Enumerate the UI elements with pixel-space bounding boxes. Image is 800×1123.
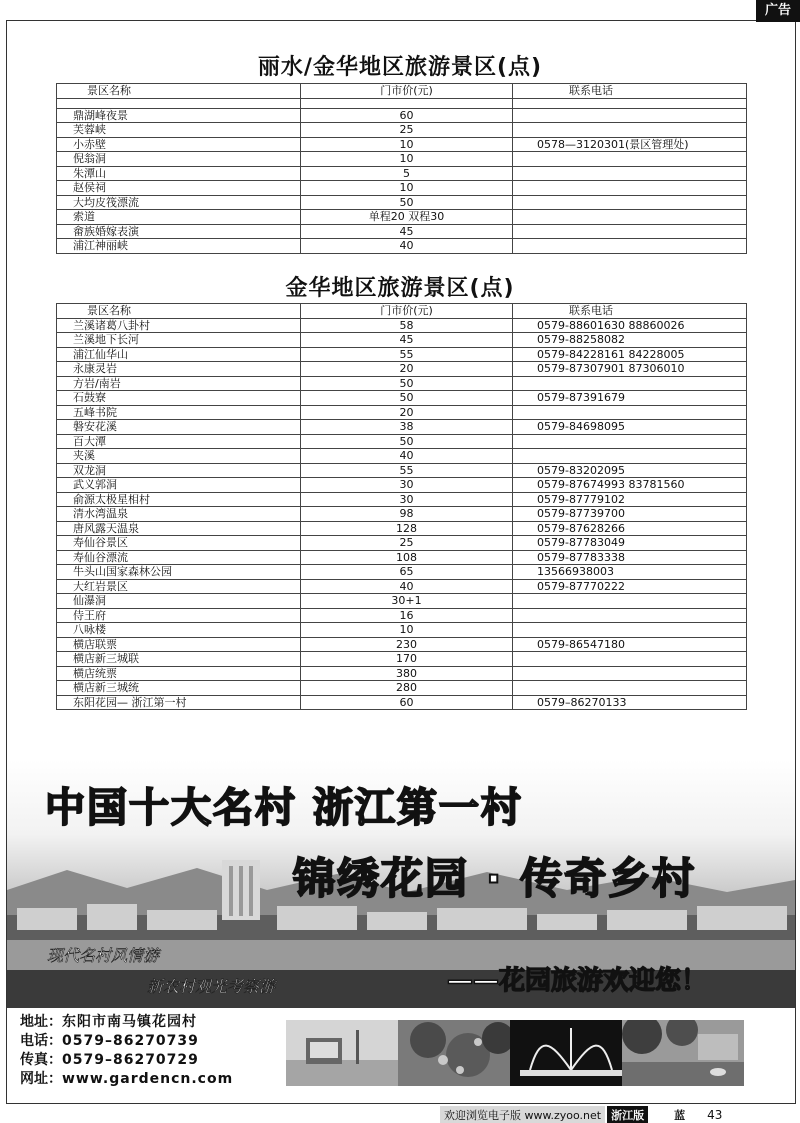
scenic-name: 寿仙谷漂流 — [57, 550, 301, 565]
table-row — [57, 652, 747, 667]
scenic-name: 夹溪 — [57, 449, 301, 464]
table-row — [57, 608, 747, 623]
banner-slogan-top: 中国十大名村 浙江第一村 — [45, 785, 523, 831]
scenic-table-jinhua — [56, 303, 747, 710]
address-label: 地址： — [20, 1014, 62, 1030]
contact-phone: 0579-87391679 — [513, 391, 747, 406]
contact-phone — [513, 166, 747, 181]
table-row — [57, 623, 747, 638]
table-row — [57, 550, 747, 565]
contact-phone: 0579-88258082 — [513, 333, 747, 348]
scenic-name: 鼎湖峰夜景 — [57, 108, 301, 123]
table-row — [57, 239, 747, 254]
fax-row — [20, 1051, 233, 1070]
scenic-name: 石鼓寮 — [57, 391, 301, 406]
ticket-price: 5 — [301, 166, 513, 181]
ticket-price: 55 — [301, 347, 513, 362]
contact-phone — [513, 195, 747, 210]
contact-phone — [513, 434, 747, 449]
contact-phone: 0579-84698095 — [513, 420, 747, 435]
banner-handwritten-1: 现代名村风情游 — [47, 946, 160, 965]
ticket-price: 230 — [301, 637, 513, 652]
header-phone: 联系电话 — [513, 84, 747, 99]
ticket-price: 45 — [301, 224, 513, 239]
ticket-price: 38 — [301, 420, 513, 435]
fax-value: 0579–86270729 — [62, 1052, 199, 1068]
scenic-name: 方岩/南岩 — [57, 376, 301, 391]
contact-phone — [513, 681, 747, 696]
table-row — [57, 318, 747, 333]
table-row — [57, 594, 747, 609]
table-row — [57, 166, 747, 181]
contact-phone — [513, 376, 747, 391]
table-row — [57, 478, 747, 493]
ticket-price: 40 — [301, 449, 513, 464]
photo-night-fountain — [510, 1020, 632, 1086]
contact-phone — [513, 608, 747, 623]
ticket-price: 170 — [301, 652, 513, 667]
scenic-name: 大均皮筏漂流 — [57, 195, 301, 210]
footer-edition: 浙江版 — [607, 1106, 648, 1123]
website-link[interactable]: www.gardencn.com — [62, 1071, 234, 1087]
ticket-price: 55 — [301, 463, 513, 478]
table-row — [57, 152, 747, 167]
table-row — [57, 195, 747, 210]
contact-phone — [513, 623, 747, 638]
ticket-price: 58 — [301, 318, 513, 333]
spacer-cell — [513, 98, 747, 108]
banner-slogan-main: 锦绣花园 · 传奇乡村 — [293, 854, 697, 903]
ad-tag: 广告 — [756, 0, 800, 22]
banner-handwritten-2: 新农村观光考察游 — [147, 977, 276, 996]
page-footer — [440, 1107, 722, 1123]
ticket-price: 单程20 双程30 — [301, 210, 513, 225]
table-row — [57, 666, 747, 681]
ticket-price: 10 — [301, 137, 513, 152]
website-label: 网址： — [20, 1071, 62, 1087]
scenic-name: 浦江神丽峡 — [57, 239, 301, 254]
banner-welcome: ——花园旅游欢迎您！ — [447, 966, 708, 996]
header-price: 门市价(元) — [301, 84, 513, 99]
scenic-name: 索道 — [57, 210, 301, 225]
table-row — [57, 579, 747, 594]
scenic-name: 百大潭 — [57, 434, 301, 449]
table-row — [57, 347, 747, 362]
ticket-price: 20 — [301, 362, 513, 377]
contact-phone: 0579-87739700 — [513, 507, 747, 522]
phone-label: 电话： — [20, 1033, 62, 1049]
scenic-name: 横店新三城统 — [57, 681, 301, 696]
ticket-price: 50 — [301, 391, 513, 406]
table-row — [57, 391, 747, 406]
scenic-name: 畲族婚嫁表演 — [57, 224, 301, 239]
photo-monument — [286, 1020, 408, 1086]
photo-lake-garden — [622, 1020, 744, 1086]
ticket-price: 30 — [301, 478, 513, 493]
contact-phone: 0579-87779102 — [513, 492, 747, 507]
contact-phone — [513, 108, 747, 123]
table-row — [57, 463, 747, 478]
table-row — [57, 637, 747, 652]
table-row — [57, 420, 747, 435]
page-number: 43 — [707, 1108, 723, 1122]
table-row — [57, 333, 747, 348]
scenic-table-lishui-jinhua — [56, 83, 747, 254]
phone-row — [20, 1032, 233, 1051]
contact-phone: 0579-87770222 — [513, 579, 747, 594]
contact-block — [20, 1013, 233, 1089]
ticket-price: 128 — [301, 521, 513, 536]
table-row — [57, 565, 747, 580]
contact-phone — [513, 594, 747, 609]
ticket-price: 10 — [301, 181, 513, 196]
header-phone: 联系电话 — [513, 304, 747, 319]
scenic-name: 双龙洞 — [57, 463, 301, 478]
scenic-name: 仙瀑洞 — [57, 594, 301, 609]
ticket-price: 30 — [301, 492, 513, 507]
footer-website-text: 欢迎浏览电子版 www.zyoo.net — [440, 1106, 605, 1123]
website-row — [20, 1070, 233, 1089]
ticket-price: 30+1 — [301, 594, 513, 609]
section1-title: 丽水/金华地区旅游景区(点) — [257, 55, 543, 80]
contact-phone — [513, 181, 747, 196]
table-row — [57, 108, 747, 123]
ticket-price: 10 — [301, 152, 513, 167]
table-row — [57, 210, 747, 225]
section2-title: 金华地区旅游景区(点) — [285, 276, 515, 301]
ticket-price: 10 — [301, 623, 513, 638]
scenic-name: 俞源太极星相村 — [57, 492, 301, 507]
scenic-name: 横店统票 — [57, 666, 301, 681]
scenic-name: 唐风露天温泉 — [57, 521, 301, 536]
ticket-price: 108 — [301, 550, 513, 565]
contact-phone — [513, 210, 747, 225]
spacer-cell — [301, 98, 513, 108]
ticket-price: 45 — [301, 333, 513, 348]
scenic-name: 八咏楼 — [57, 623, 301, 638]
table-row — [57, 681, 747, 696]
ticket-price: 50 — [301, 376, 513, 391]
ticket-price: 25 — [301, 536, 513, 551]
ticket-price: 280 — [301, 681, 513, 696]
village-banner — [7, 760, 795, 1008]
contact-phone — [513, 405, 747, 420]
scenic-name: 小赤壁 — [57, 137, 301, 152]
scenic-name: 兰溪诸葛八卦村 — [57, 318, 301, 333]
contact-phone — [513, 123, 747, 138]
table-row — [57, 507, 747, 522]
table-row — [57, 137, 747, 152]
table-row — [57, 536, 747, 551]
scenic-name: 横店联票 — [57, 637, 301, 652]
contact-phone: 0579–86270133 — [513, 695, 747, 710]
table-row — [57, 449, 747, 464]
scenic-name: 芙蓉峡 — [57, 123, 301, 138]
contact-phone: 0579-87783338 — [513, 550, 747, 565]
contact-phone: 13566938003 — [513, 565, 747, 580]
table-row — [57, 376, 747, 391]
table-row — [57, 434, 747, 449]
ticket-price: 40 — [301, 579, 513, 594]
phone-value: 0579–86270739 — [62, 1033, 199, 1049]
ticket-price: 65 — [301, 565, 513, 580]
table-row — [57, 695, 747, 710]
ticket-price: 50 — [301, 434, 513, 449]
contact-phone — [513, 224, 747, 239]
contact-phone: 0579-86547180 — [513, 637, 747, 652]
table-spacer-row — [57, 98, 747, 108]
contact-phone: 0579-87628266 — [513, 521, 747, 536]
scenic-name: 牛头山国家森林公园 — [57, 565, 301, 580]
contact-phone: 0579-84228161 84228005 — [513, 347, 747, 362]
table-row — [57, 492, 747, 507]
table-header-row — [57, 84, 747, 99]
scenic-name: 清水湾温泉 — [57, 507, 301, 522]
header-name: 景区名称 — [57, 304, 301, 319]
contact-phone — [513, 666, 747, 681]
ticket-price: 20 — [301, 405, 513, 420]
scenic-name: 武义郭洞 — [57, 478, 301, 493]
table-row — [57, 521, 747, 536]
ticket-price: 380 — [301, 666, 513, 681]
spacer-cell — [57, 98, 301, 108]
ticket-price: 98 — [301, 507, 513, 522]
scenic-name: 寿仙谷景区 — [57, 536, 301, 551]
contact-phone: 0579-83202095 — [513, 463, 747, 478]
contact-phone — [513, 449, 747, 464]
table-row — [57, 362, 747, 377]
photo-fruit-tree — [398, 1020, 520, 1086]
header-name: 景区名称 — [57, 84, 301, 99]
contact-phone: 0579-87307901 87306010 — [513, 362, 747, 377]
scenic-name: 五峰书院 — [57, 405, 301, 420]
scenic-name: 朱潭山 — [57, 166, 301, 181]
scenic-name: 侍王府 — [57, 608, 301, 623]
ticket-price: 60 — [301, 108, 513, 123]
address-row — [20, 1013, 233, 1032]
scenic-name: 浦江仙华山 — [57, 347, 301, 362]
ticket-price: 40 — [301, 239, 513, 254]
fax-label: 传真： — [20, 1052, 62, 1068]
table-header-row — [57, 304, 747, 319]
scenic-name: 永康灵岩 — [57, 362, 301, 377]
ticket-price: 60 — [301, 695, 513, 710]
scenic-name: 倪翁洞 — [57, 152, 301, 167]
contact-phone: 0579-88601630 88860026 — [513, 318, 747, 333]
table-row — [57, 405, 747, 420]
header-price: 门市价(元) — [301, 304, 513, 319]
contact-phone: 0578—3120301(景区管理处) — [513, 137, 747, 152]
ticket-price: 16 — [301, 608, 513, 623]
contact-phone — [513, 239, 747, 254]
address-value: 东阳市南马镇花园村 — [62, 1014, 197, 1030]
contact-phone — [513, 152, 747, 167]
scenic-name: 兰溪地下长河 — [57, 333, 301, 348]
footer-color-mark: 蓝 — [674, 1109, 686, 1122]
scenic-name: 赵侯祠 — [57, 181, 301, 196]
table-row — [57, 123, 747, 138]
contact-phone — [513, 652, 747, 667]
contact-phone: 0579-87783049 — [513, 536, 747, 551]
table-row — [57, 181, 747, 196]
ticket-price: 25 — [301, 123, 513, 138]
ticket-price: 50 — [301, 195, 513, 210]
table-row — [57, 224, 747, 239]
scenic-name: 东阳花园— 浙江第一村 — [57, 695, 301, 710]
scenic-name: 横店新三城联 — [57, 652, 301, 667]
scenic-name: 磐安花溪 — [57, 420, 301, 435]
contact-phone: 0579-87674993 83781560 — [513, 478, 747, 493]
scenic-name: 大红岩景区 — [57, 579, 301, 594]
